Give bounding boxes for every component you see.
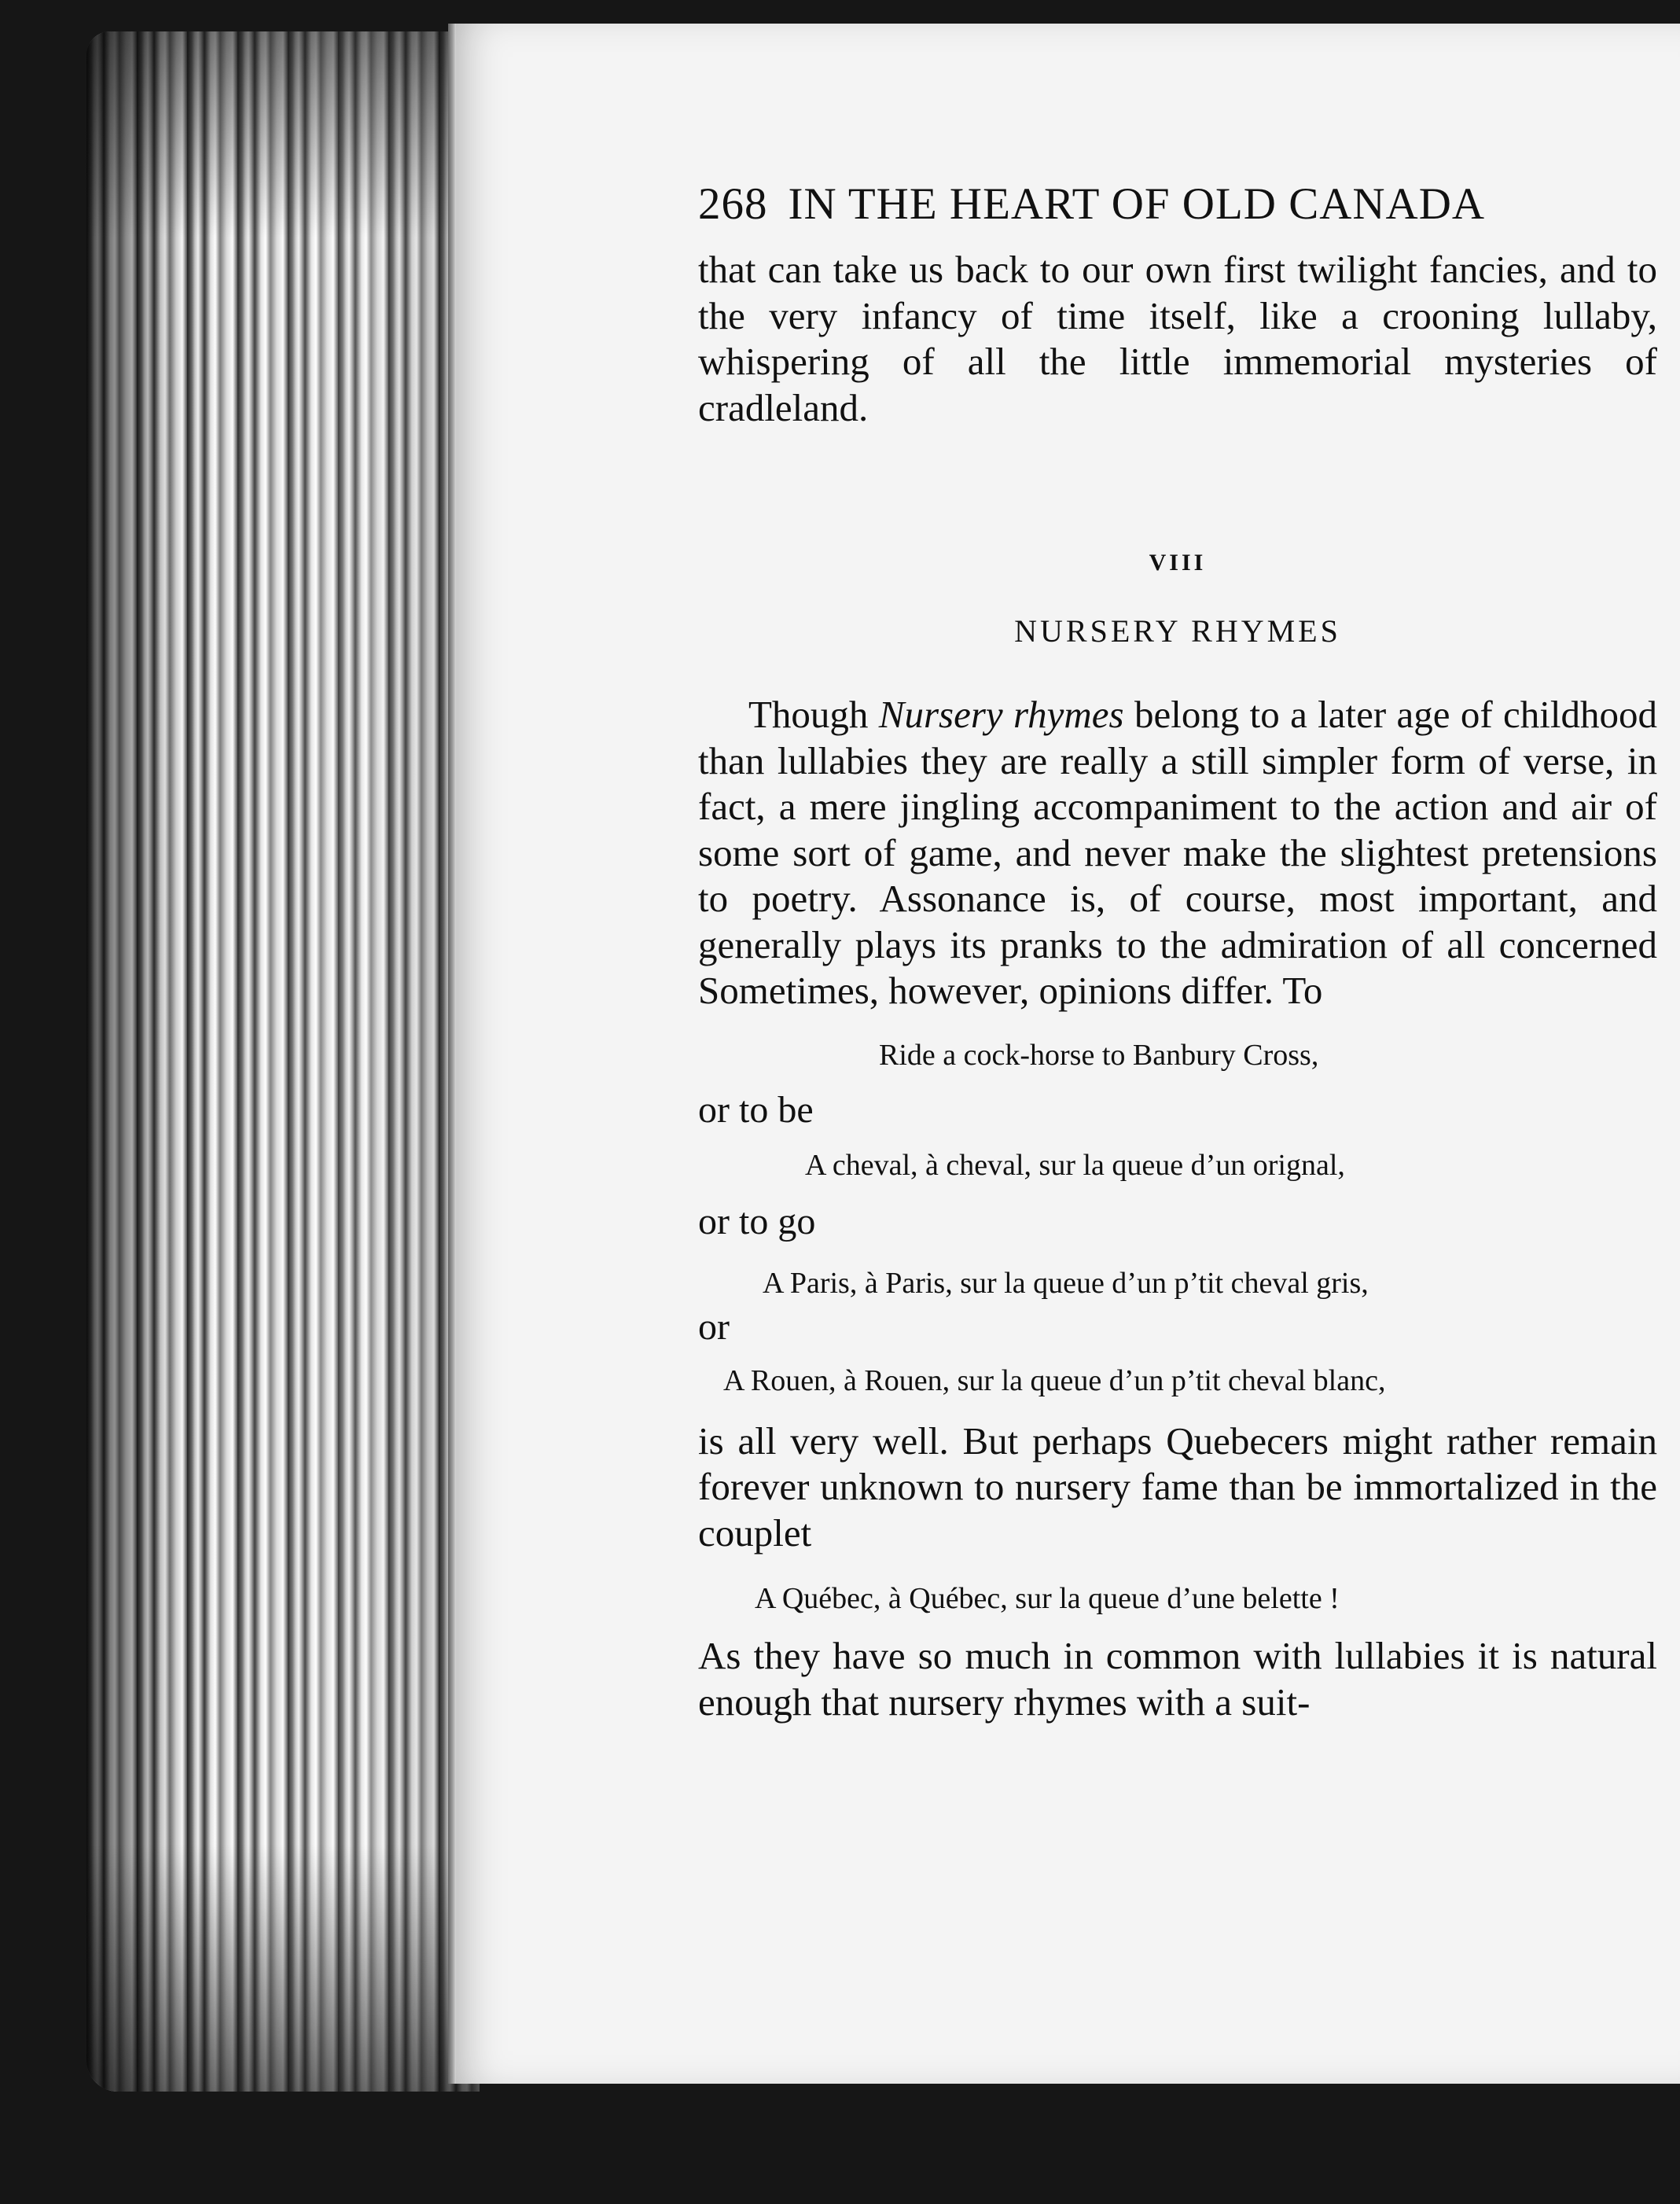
paragraph-continuation: that can take us back to our own first twilight fancies, and to the very infancy of time itself, like a crooning lullaby, whispering of all the little immemorial mysteries of cradleland. [698,248,1657,429]
running-head [698,173,1657,236]
conjunction-line-1: or to be [698,1088,814,1131]
running-title: IN THE HEART OF OLD CANADA [788,179,1486,229]
conjunction-line-2: or to go [698,1200,816,1242]
verse-line-4: A Rouen, à Rouen, sur la queue d’un p’tit cheval blanc, [723,1363,1386,1397]
paragraph-nursery-rhymes [698,692,1657,1014]
verse-line-2: A cheval, à cheval, sur la queue d’un orignal, [805,1148,1345,1182]
book-page [448,24,1680,2084]
paragraph-quebecers: is all very well. But perhaps Quebecers might rather remain forever unknown to nursery fame than be immortalized in the couplet [698,1418,1657,1555]
verse-line-3: A Paris, à Paris, sur la queue d’un p’tit cheval gris, [763,1266,1369,1300]
page-text-block [698,173,1657,1725]
page-number: 268 [698,179,768,229]
verse-line-5: A Québec, à Québec, sur la queue d’une belette ! [755,1582,1340,1615]
italic-term: Nursery rhymes [878,693,1124,736]
conjunction-line-3: or [698,1305,730,1348]
page-gutter [448,24,456,2084]
verse-line-1: Ride a cock-horse to Banbury Cross, [879,1038,1319,1072]
paragraph-final: As they have so much in common with lullabies it is natural enough that nursery rhymes with a suit- [698,1634,1657,1724]
paragraph-lead: Though [748,693,879,736]
paragraph-body: belong to a later age of childhood than lullabies they are really a still simpler form of verse, in fact, a mere jingling accompaniment to the action and air of some sort of game, and never make the slightest pretensions to poetry. Assonance is, of course, most important, and generally plays its pranks to the admiration of all concerned Sometimes, however, opinions differ. To [698,693,1657,1012]
section-title: NURSERY RHYMES [1014,613,1341,649]
section-number: VIII [1149,550,1207,576]
book-page-edges [86,31,480,2092]
